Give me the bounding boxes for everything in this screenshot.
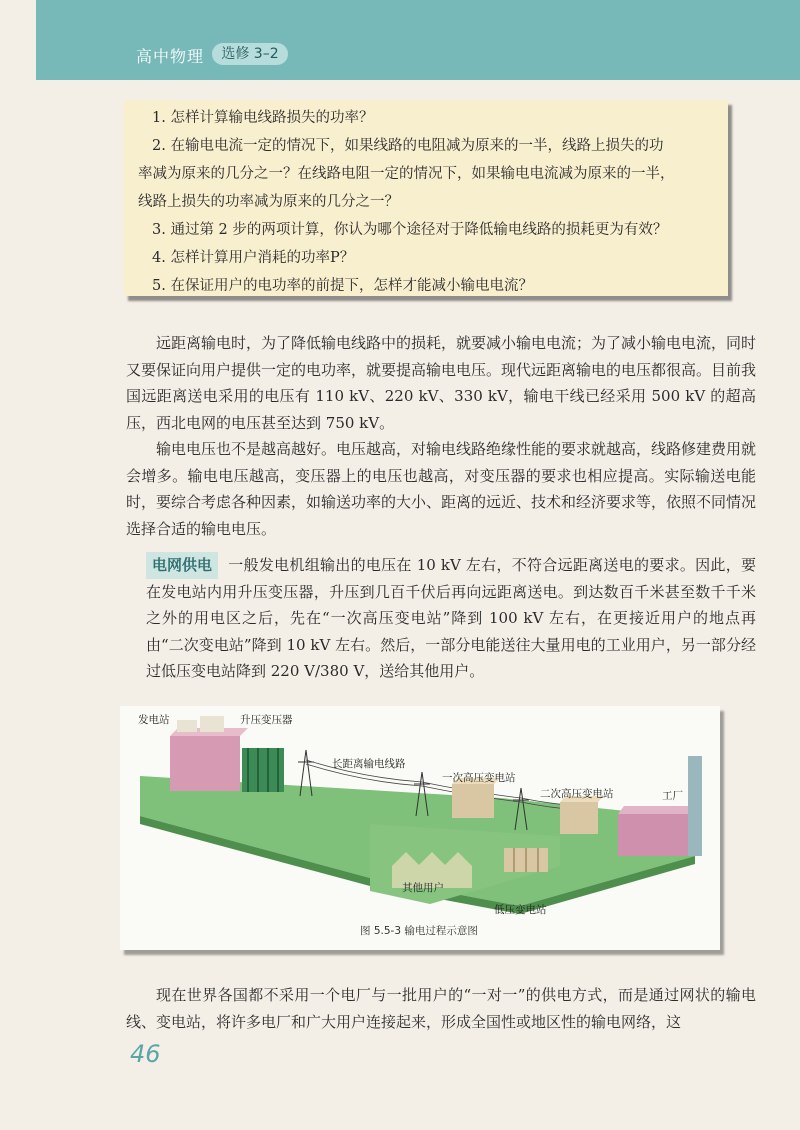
label-factory: 工厂 [662,790,683,802]
figure-power-transmission [120,706,720,950]
module-badge: 选修 3–2 [212,43,288,65]
primary-substation [452,784,494,818]
paragraph-2: 输电电压也不是越高越好。电压越高，对输电线路绝缘性能的要求就越高，线路修建费用就会增多。输电电压越高，变压器上的电压也越高，对变压器的要求也相应提高。实际输送电能时，要综合考虑各种因素，如输送功率的大小、距离的远近、技术和经济要求等，依照不同情况选择合适的输电电压。 [126,440,757,538]
power-station [170,736,240,791]
paragraph-3 [146,552,756,685]
question-2-cont: 率减为原来的几分之一？在线路电阻一定的情况下，如果输电电流减为原来的一半， [138,166,675,182]
page-number: 46 [130,1040,161,1068]
label-secondary-substation: 二次高压变电站 [540,788,614,800]
label-power-station: 发电站 [138,714,170,726]
label-primary-substation: 一次高压变电站 [442,772,516,784]
cooling-tower-1 [177,720,197,732]
question-1: 1. 怎样计算输电线路损失的功率？ [152,110,374,126]
secondary-substation [560,802,598,834]
question-3: 3. 通过第 2 步的两项计算，你认为哪个途径对于降低输电线路的损耗更为有效？ [152,222,668,238]
label-low-voltage-substation: 低压变电站 [494,904,547,916]
question-2: 2. 在输电电流一定的情况下，如果线路的电阻减为原来的一半，线路上损失的功 [152,138,664,154]
book-title: 高中物理 [136,47,205,66]
label-long-line: 长距离输电线路 [332,758,406,770]
paragraph-1: 远距离输电时，为了降低输电线路中的损耗，就要减小输电电流；为了减小输电电流，同时又要保证向用户提供一定的电功率，就要提高输电电压。现代远距离输电的电压都很高。目前我国远距离送电采用的电压有 110 kV、220 kV、330 kV，输电干线已经采用 500 kV 的超高压，西北电网的电压甚至达到 750 kV。 [126,334,757,432]
transmission-illustration [120,706,720,950]
label-other-users: 其他用户 [402,882,444,894]
cooling-tower-2 [200,716,224,732]
figure-caption: 图 5.5-3 输电过程示意图 [360,925,478,937]
factory [618,814,688,856]
label-step-up-transformer: 升压变压器 [240,714,293,726]
paragraph-4: 现在世界各国都不采用一个电厂与一批用户的“一对一”的供电方式，而是通过网状的输电线、变电站，将许多电厂和广大用户连接起来，形成全国性或地区性的输电网络，这 [126,986,756,1031]
paragraph-3-text: 一般发电机组输出的电压在 10 kV 左右，不符合远距离送电的要求。因此，要在发电站内用升压变压器，升压到几百千伏后再向远距离送电。到达数百千米甚至数千千米之外的用电区之后，先在“一次高压变电站”降到 100 kV 左右，在更接近用户的地点再由“二次变电站”降到 10 kV 左右。然后，一部分电能送往大量用电的工业用户，另一部分经过低压变电站降到 220 V/380 V，送给其他用户。 [146,556,756,680]
question-2-cont2: 线路上损失的功率减为原来的几分之一？ [138,194,399,210]
question-4: 4. 怎样计算用户消耗的功率P？ [152,250,355,266]
factory-chimney [688,756,702,856]
section-label: 电网供电 [146,552,218,579]
question-box [124,100,728,296]
question-5: 5. 在保证用户的电功率的前提下，怎样才能减小输电电流？ [152,278,533,294]
header-band [36,0,800,80]
